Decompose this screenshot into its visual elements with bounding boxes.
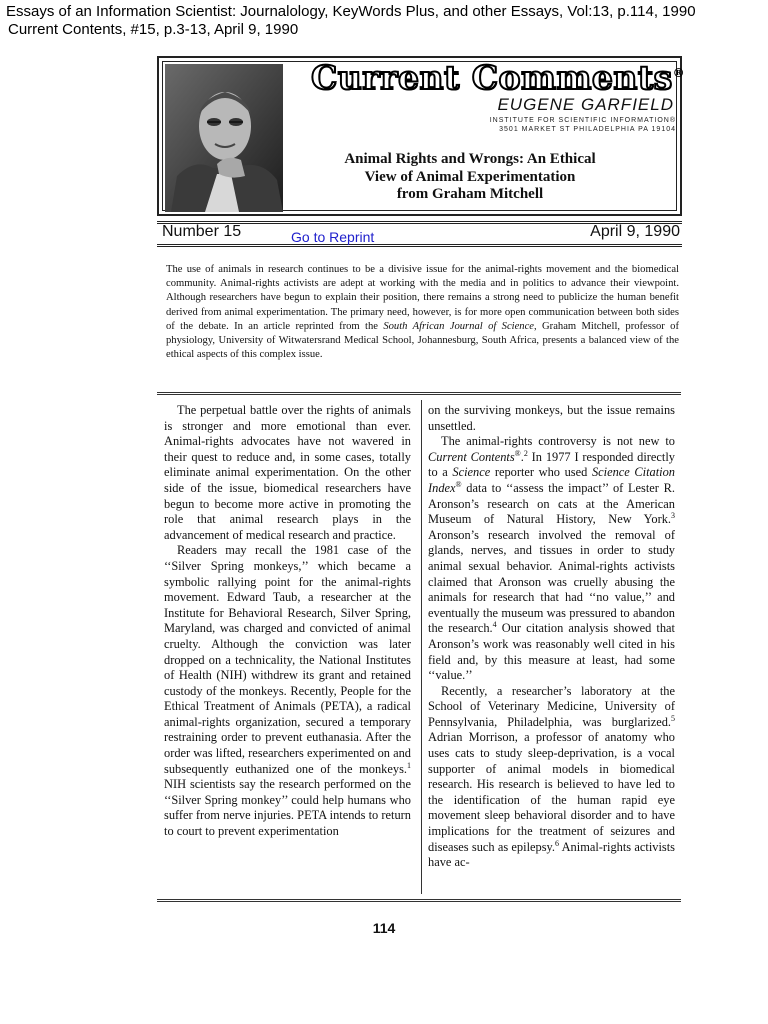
paragraph: on the surviving monkeys, but the issue remains unsettled. xyxy=(428,403,675,433)
author-name: EUGENE GARFIELD xyxy=(497,95,674,114)
current-comments-logo: Current Comments® xyxy=(311,58,686,97)
citation-header-line-1: Essays of an Information Scientist: Journalology, KeyWords Plus, and other Essays, Vol:13, p.114, 1990 xyxy=(6,3,696,20)
issue-date: April 9, 1990 xyxy=(590,223,680,240)
author-portrait xyxy=(165,64,283,212)
issue-number: Number 15 xyxy=(162,223,242,240)
body-bottom-rule xyxy=(157,899,681,902)
body-column-left xyxy=(164,403,411,840)
institute-address: 3501 MARKET ST PHILADELPHIA PA 19104 xyxy=(499,126,676,133)
paragraph: Recently, a researcher’s laboratory at the School of Veterinary Medicine, University of Pennsylvania, Philadelphia, was burglarized.$^5$ Adrian Morrison, a professor of anatomy who uses cats to study sleep-deprivation, is a vocal supporter of animal models in biomedical research. His research is believed to have led to the identification of the human rapid eye movement sleep behavioral disorder and to have implications for the treatment of seizures and diseases such as epilepsy.$^6$ Animal-rights activists have ac- xyxy=(428,683,676,870)
institute-name: INSTITUTE FOR SCIENTIFIC INFORMATION® xyxy=(489,117,676,124)
column-divider xyxy=(421,400,422,894)
page-number: 114 xyxy=(372,920,396,936)
citation-header-line-2: Current Contents, #15, p.3-13, April 9, 1990 xyxy=(8,21,299,38)
go-to-reprint-link[interactable]: Go to Reprint xyxy=(291,229,375,245)
paragraph: Readers may recall the 1981 case of the ‘‘Silver Spring monkeys,’’ which became a symbolic rallying point for the animal-rights movement. Edward Taub, a researcher at the Institute for Behavioral Research, Silver Spring, Maryland, was charged and convicted of animal cruelty. Although the conviction was later dropped on a technicality, the National Institutes of Health (NIH) withdrew its grant and retained custody of the monkeys. Recently, People for the Ethical Treatment of Animals (PETA), a radical animal-rights organization, secured a temporary restraining order to prevent euthanasia. After the order was lifted, researchers experimented on and subsequently euthanized one of the monkeys.$^1$ NIH scientists say the research performed on the ‘‘Silver Spring monkey’’ could help humans who suffer from nerve injuries. PETA intends to return to court to prevent experimentation xyxy=(164,543,411,839)
institute-block xyxy=(490,116,676,134)
body-column-right xyxy=(428,403,675,871)
article-title: Animal Rights and Wrongs: An Ethical View of Animal Experimentation from Graham Mitchell xyxy=(344,151,596,202)
abstract-rule xyxy=(157,392,681,395)
paragraph: The perpetual battle over the rights of animals is stronger and more emotional than ever. Animal-rights advocates have not wavered in their quest to reduce and, in some cases, totally eliminate animal experimentation. On the other side of the issue, biomedical researchers have begun to become more active in promoting the role that animal research plays in the advancement of medical research and practice. xyxy=(164,403,411,542)
abstract: The use of animals in research continues to be a divisive issue for the animal-rights movement and the biomedical community. Animal-rights activists are adept at working with the media and in politics to advance their viewpoint. Although researchers have begun to explain their position, there remains a strong need to publicize the human benefit derived from animal experimentation. The primary need, however, is for more open communication between both sides of the debate. In an article reprinted from the South African Journal of Science, Graham Mitchell, professor of physiology, University of Witwatersrand Medical School, Johannesburg, South Africa, presents a balanced view of the ethical aspects of this complex issue. xyxy=(166,264,679,361)
paragraph: The animal-rights controversy is not new to Current Contents®.$^2$ In 1977 I responded directly to a Science reporter who used Science Citation Index® data to ‘‘assess the impact’’ of Lester R. Aronson’s research on cats at the American Museum of Natural History, New York.$^3$ Aronson’s research involved the removal of glands, nerves, and tissues in order to study animal sexual behavior. Animal-rights activists claimed that Aronson was cruelly abusing the animals for research that had ‘‘no value,’’ and eventually the museum was pressured to abandon the research.$^4$ Our citation analysis showed that Aronson’s work was reasonably well cited in his field and, by this measure at least, had some ‘‘value.’’ xyxy=(428,434,676,683)
